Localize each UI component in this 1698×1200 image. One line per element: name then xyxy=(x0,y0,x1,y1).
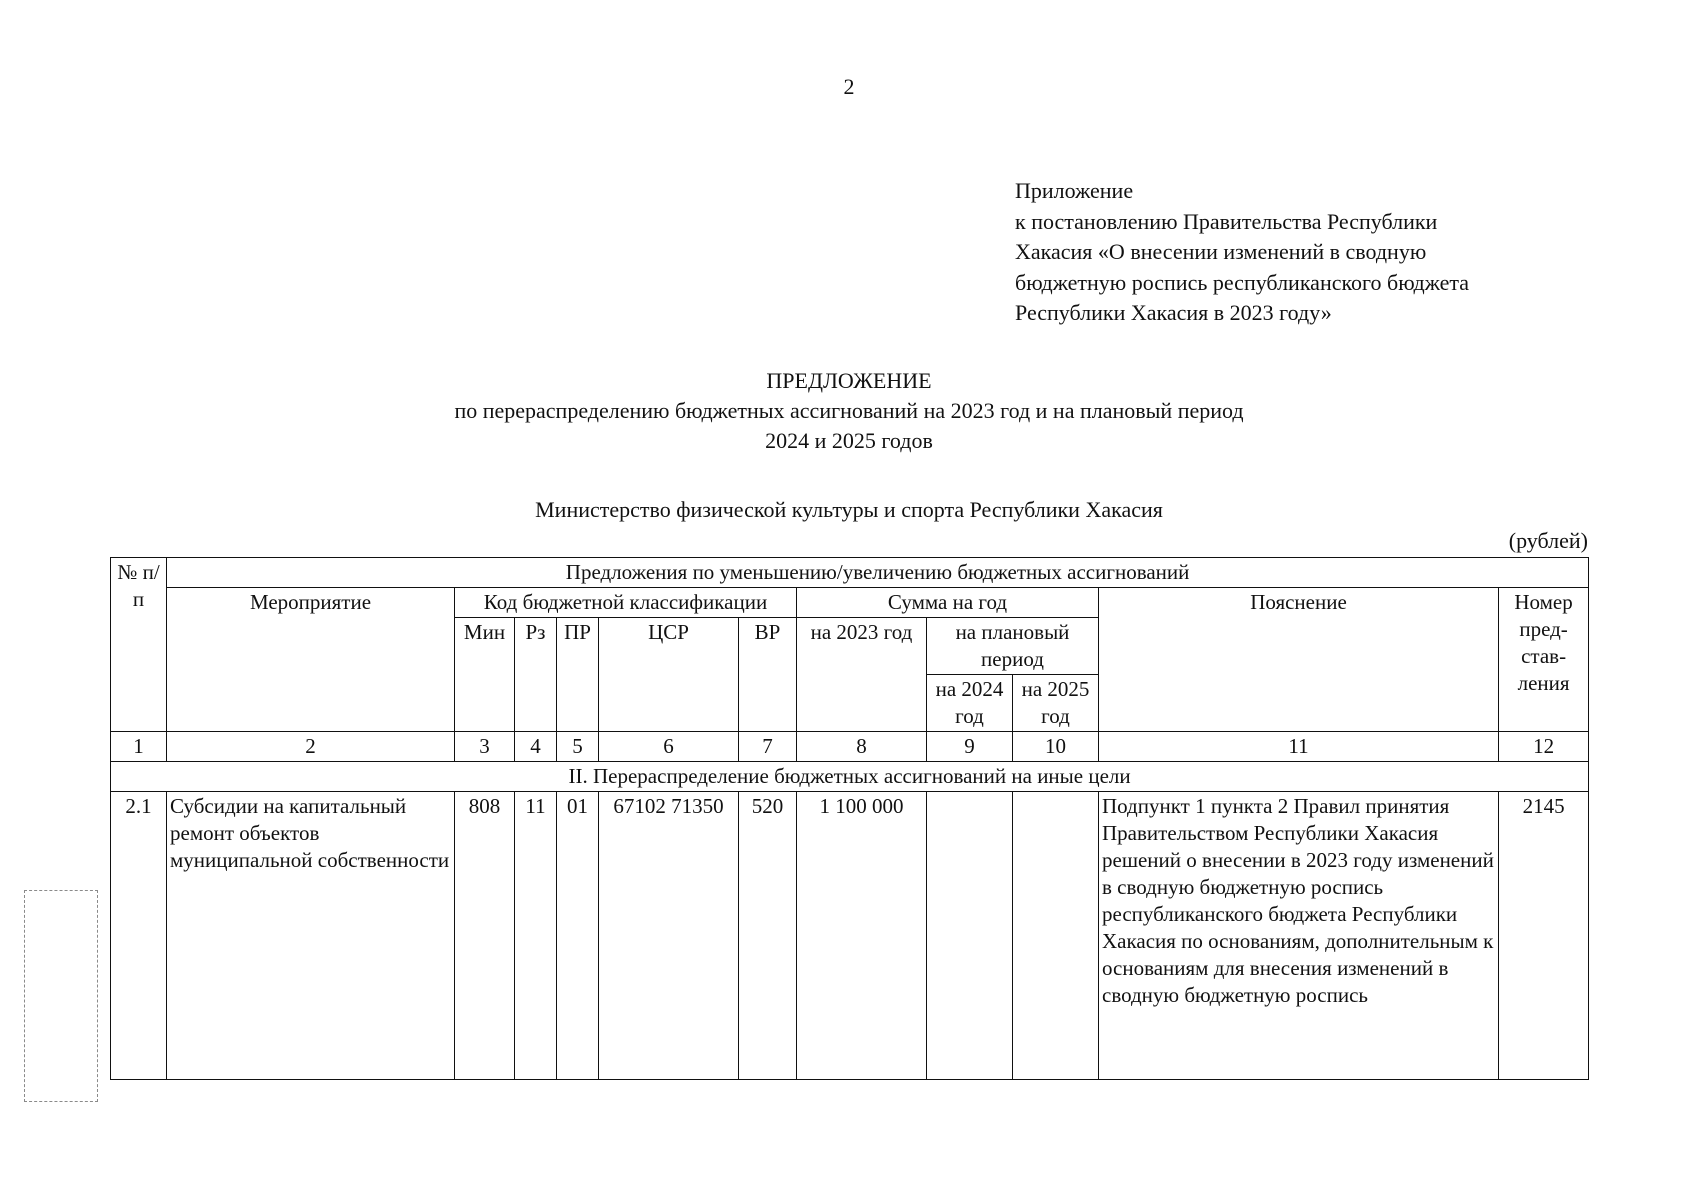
header-vr: ВР xyxy=(739,618,797,732)
row-csr: 67102 71350 xyxy=(599,792,739,1080)
row-event: Субсидии на капитальный ремонт объектов муниципальной собственности xyxy=(167,792,455,1080)
document-title xyxy=(0,366,1698,456)
row-2024 xyxy=(927,792,1013,1080)
row-2025 xyxy=(1013,792,1099,1080)
header-2023: на 2023 год xyxy=(797,618,927,732)
header-proposals: Предложения по уменьшению/увеличению бюджетных ассигнований xyxy=(167,558,1589,588)
column-number: 2 xyxy=(167,732,455,762)
title-heading: ПРЕДЛОЖЕНИЕ xyxy=(766,368,932,393)
header-event: Мероприятие xyxy=(167,588,455,732)
header-csr: ЦСР xyxy=(599,618,739,732)
header-pr: ПР xyxy=(557,618,599,732)
row-min: 808 xyxy=(455,792,515,1080)
table-row xyxy=(111,792,1589,1080)
header-submission: Номер пред-став-ления xyxy=(1499,588,1589,732)
header-min: Мин xyxy=(455,618,515,732)
column-number: 3 xyxy=(455,732,515,762)
units-label: (рублей) xyxy=(1508,528,1588,553)
row-vr: 520 xyxy=(739,792,797,1080)
annex-line: Приложение xyxy=(1015,178,1134,203)
column-number: 8 xyxy=(797,732,927,762)
column-number: 9 xyxy=(927,732,1013,762)
column-number: 6 xyxy=(599,732,739,762)
annex-line: бюджетную роспись республиканского бюджета xyxy=(1015,269,1470,295)
section-title: II. Перераспределение бюджетных ассигнований на иные цели xyxy=(111,762,1589,792)
margin-stamp xyxy=(24,890,98,1102)
column-number: 10 xyxy=(1013,732,1099,762)
annex-line: к постановлению Правительства Республики xyxy=(1015,208,1438,234)
row-num: 2.1 xyxy=(111,792,167,1080)
title-line: 2024 и 2025 годов xyxy=(765,428,933,453)
column-numbers-row xyxy=(111,732,1589,762)
column-number: 1 xyxy=(111,732,167,762)
column-number: 7 xyxy=(739,732,797,762)
row-rz: 11 xyxy=(515,792,557,1080)
ministry-name: Министерство физической культуры и спорта Республики Хакасия xyxy=(535,497,1163,522)
column-number: 4 xyxy=(515,732,557,762)
header-code: Код бюджетной классификации xyxy=(455,588,797,618)
header-rz: Рз xyxy=(515,618,557,732)
annex-line: Республики Хакасия в 2023 году» xyxy=(1015,300,1332,325)
column-number: 11 xyxy=(1099,732,1499,762)
row-pr: 01 xyxy=(557,792,599,1080)
annex-line: Хакасия «О внесении изменений в сводную xyxy=(1015,239,1427,264)
header-2024: на 2024 год xyxy=(927,675,1013,732)
row-explanation: Подпункт 1 пункта 2 Правил принятия Правительством Республики Хакасия решений о внесении в 2023 году изменений в сводную бюджетную роспись республиканского бюджета Республики Хакасия по основаниям, дополнительным к основаниям для внесения изменений в сводную бюджетную роспись xyxy=(1099,792,1499,1080)
annex-block xyxy=(1015,176,1655,329)
page-number: 2 xyxy=(843,74,855,99)
column-number: 12 xyxy=(1499,732,1589,762)
column-number: 5 xyxy=(557,732,599,762)
header-explanation: Пояснение xyxy=(1099,588,1499,732)
header-num: № п/п xyxy=(111,558,167,732)
title-line: по перераспределению бюджетных ассигнований на 2023 год и на плановый период xyxy=(454,398,1244,423)
row-submission: 2145 xyxy=(1499,792,1589,1080)
header-sum: Сумма на год xyxy=(797,588,1099,618)
header-2025: на 2025 год xyxy=(1013,675,1099,732)
row-2023: 1 100 000 xyxy=(797,792,927,1080)
budget-table xyxy=(110,557,1589,1080)
header-planned: на плановый период xyxy=(927,618,1099,675)
section-row xyxy=(111,762,1589,792)
